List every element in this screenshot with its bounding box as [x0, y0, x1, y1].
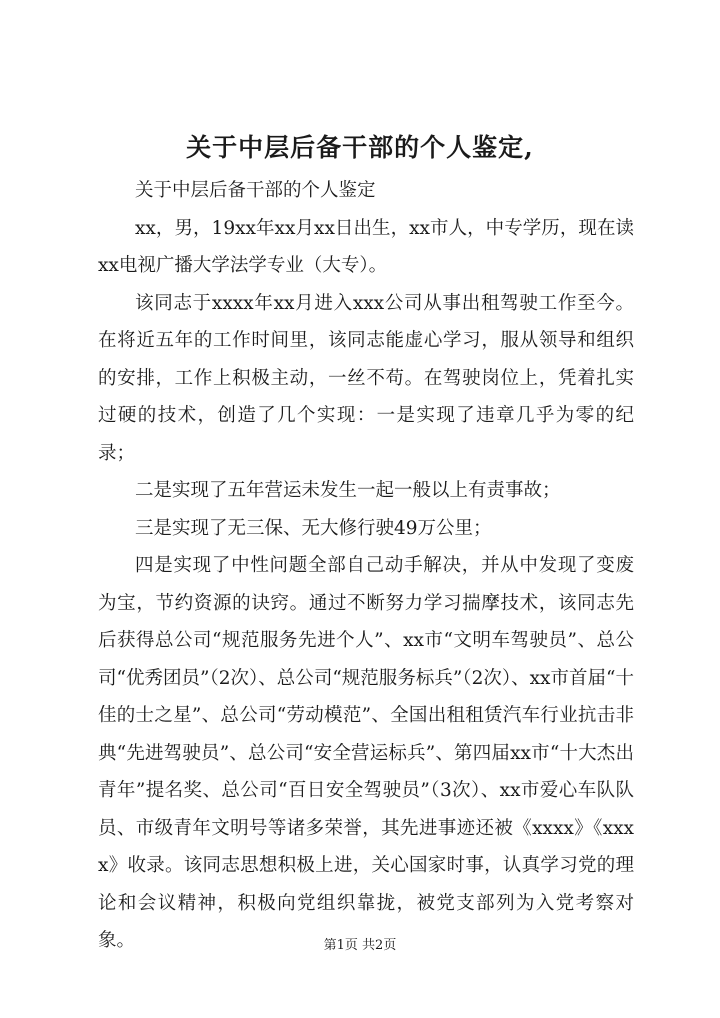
page-footer: 第1页 共2页: [323, 938, 397, 953]
document-title: 关于中层后备干部的个人鉴定,: [186, 133, 534, 162]
document-body: [98, 172, 634, 960]
paragraph-achievement-four-honors: 四是实现了中性问题全部自己动手解决，并从中发现了变废为宝，节约资源的诀窍。通过不断努力学习揣摩技术，该同志先后获得总公司“规范服务先进个人”、xx市“文明车驾驶员”、总公司“优秀团员”（2次）、总公司“规范服务标兵”（2次）、xx市首届“十佳的士之星”、总公司“劳动模范”、全国出租租赁汽车行业抗击非典“先进驾驶员”、总公司“安全营运标兵”、第四届xx市“十大杰出青年”提名奖、总公司“百日安全驾驶员”（3次）、xx市爱心车队队员、市级青年文明号等诸多荣誉，其先进事迹还被《xxxx》《xxxx》收录。该同志思想积极上进，关心国家时事，认真学习党的理论和会议精神，积极向党组织靠拢，被党支部列为入党考察对象。: [98, 555, 634, 951]
paragraph-work-history: 该同志于xxxx年xx月进入xxx公司从事出租驾驶工作至今。在将近五年的工作时间里，该同志能虚心学习，服从领导和组织的安排，工作上积极主动，一丝不苟。在驾驶岗位上，凭着扎实过硬的技术，创造了几个实现：一是实现了违章几乎为零的纪录；: [98, 292, 634, 464]
paragraph-subtitle: 关于中层后备干部的个人鉴定: [135, 180, 376, 201]
paragraph-achievement-two: 二是实现了五年营运未发生一起一般以上有责事故；: [135, 480, 561, 501]
paragraph-basic-info: xx，男，19xx年xx月xx日出生，xx市人，中专学历，现在读xx电视广播大学法学专业（大专）。: [98, 217, 634, 276]
paragraph-achievement-three: 三是实现了无三保、无大修行驶49万公里；: [135, 517, 492, 539]
